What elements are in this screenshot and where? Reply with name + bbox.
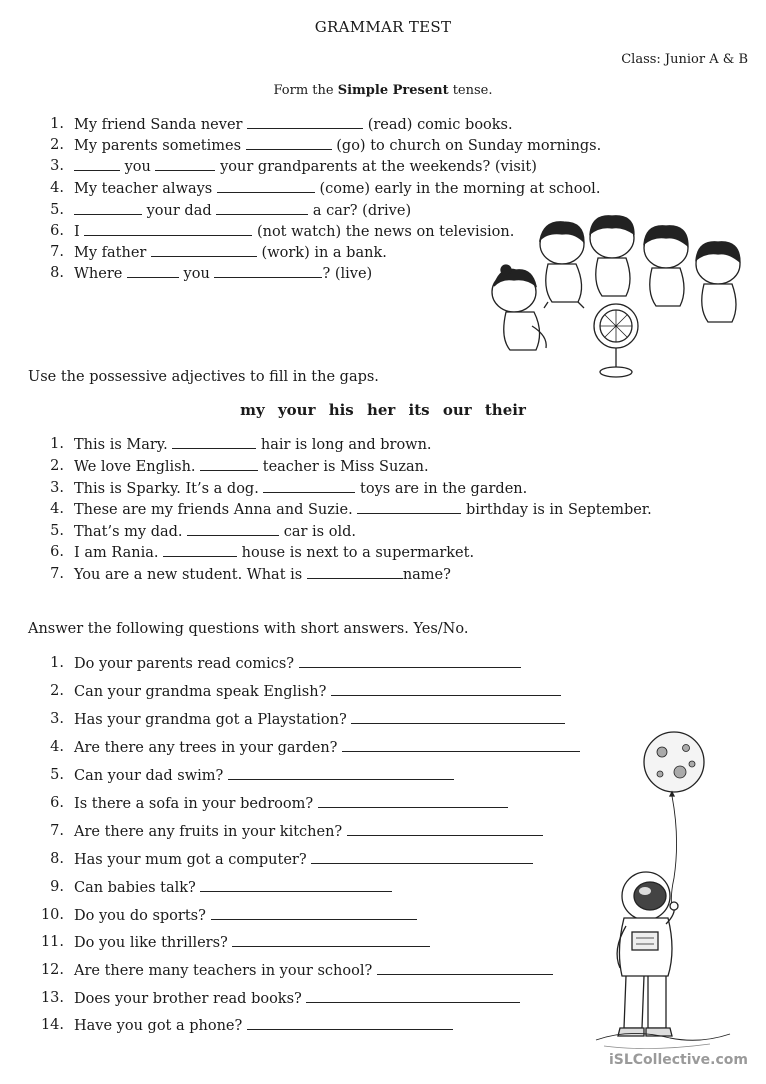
answer-blank[interactable]	[311, 851, 533, 864]
list-item: 2. My parents sometimes (go) to church on Sunday mornings.	[50, 137, 602, 154]
answer-blank[interactable]	[74, 202, 142, 215]
list-item: 5. Can your dad swim?	[74, 767, 454, 784]
answer-blank[interactable]	[263, 480, 355, 493]
answer-blank[interactable]	[217, 180, 315, 193]
answer-blank[interactable]	[247, 1017, 453, 1030]
answer-blank[interactable]	[357, 501, 461, 514]
answer-blank[interactable]	[200, 458, 258, 471]
answer-blank[interactable]	[247, 116, 363, 129]
list-item: 8. Where you ? (live)	[50, 265, 373, 282]
answer-blank[interactable]	[228, 767, 454, 780]
list-item: 12. Are there many teachers in your school?	[74, 962, 553, 979]
answer-blank[interactable]	[306, 990, 520, 1003]
answer-blank[interactable]	[232, 934, 430, 947]
answer-blank[interactable]	[246, 137, 332, 150]
answer-blank[interactable]	[216, 202, 308, 215]
answer-blank[interactable]	[163, 544, 237, 557]
answer-blank[interactable]	[307, 566, 403, 579]
answer-blank[interactable]	[342, 739, 580, 752]
instruction-bold: Simple Present	[337, 83, 449, 98]
list-item: 3. you your grandparents at the weekends? (visit)	[50, 158, 537, 175]
list-item: 14. Have you got a phone?	[74, 1017, 453, 1034]
list-item: 7. My father (work) in a bank.	[50, 244, 387, 261]
answer-blank[interactable]	[377, 962, 553, 975]
list-item: 3. Has your grandma got a Playstation?	[74, 711, 565, 728]
answer-blank[interactable]	[351, 711, 565, 724]
instruction-prefix: Form the	[273, 83, 338, 98]
answer-blank[interactable]	[211, 907, 417, 920]
section3-heading: Answer the following questions with short answers. Yes/No.	[28, 621, 469, 637]
answer-blank[interactable]	[214, 265, 322, 278]
answer-blank[interactable]	[155, 158, 215, 171]
list-item: 2. Can your grandma speak English?	[74, 683, 561, 700]
list-item: 3. This is Sparky. It’s a dog. toys are in the garden.	[50, 480, 528, 497]
list-item: 4. Are there any trees in your garden?	[74, 739, 580, 756]
list-item: 11. Do you like thrillers?	[74, 934, 430, 951]
list-item: 6. I (not watch) the news on television.	[50, 223, 515, 240]
answer-blank[interactable]	[200, 879, 392, 892]
watermark: iSLCollective.com	[608, 1052, 748, 1068]
list-item: 13. Does your brother read books?	[74, 990, 520, 1007]
list-item: 7. Are there any fruits in your kitchen?	[74, 823, 543, 840]
answer-blank[interactable]	[331, 683, 561, 696]
answer-blank[interactable]	[347, 823, 543, 836]
answer-blank[interactable]	[127, 265, 179, 278]
kids-fan-illustration	[486, 208, 748, 388]
class-label: Class: Junior A & B	[621, 52, 748, 67]
list-item: 8. Has your mum got a computer?	[74, 851, 533, 868]
list-item: 4. These are my friends Anna and Suzie. birthday is in September.	[50, 501, 652, 518]
astronaut-balloon-illustration	[590, 728, 740, 1054]
list-item: 1. Do your parents read comics?	[74, 655, 521, 672]
list-item: 1. This is Mary. hair is long and brown.	[50, 436, 432, 453]
section2-heading: Use the possessive adjectives to fill in the gaps.	[28, 369, 379, 385]
answer-blank[interactable]	[187, 523, 279, 536]
answer-blank[interactable]	[318, 795, 508, 808]
list-item: 6. I am Rania. house is next to a supermarket.	[50, 544, 475, 561]
page-title: GRAMMAR TEST	[314, 18, 452, 36]
list-item: 9. Can babies talk?	[74, 879, 392, 896]
list-item: 6. Is there a sofa in your bedroom?	[74, 795, 508, 812]
list-item: 7. You are a new student. What is name?	[50, 566, 451, 583]
list-item: 4. My teacher always (come) early in the morning at school.	[50, 180, 601, 197]
list-item: 2. We love English. teacher is Miss Suzan.	[50, 458, 429, 475]
answer-blank[interactable]	[172, 436, 256, 449]
answer-blank[interactable]	[299, 655, 521, 668]
adjective-word-bank: my your his her its our their	[240, 401, 526, 419]
list-item: 10. Do you do sports?	[74, 907, 417, 924]
answer-blank[interactable]	[84, 223, 252, 236]
answer-blank[interactable]	[151, 244, 257, 257]
instruction-suffix: tense.	[448, 83, 493, 98]
answer-blank[interactable]	[74, 158, 120, 171]
section1-instruction	[0, 83, 766, 98]
list-item: 1. My friend Sanda never (read) comic books.	[50, 116, 513, 133]
list-item: 5. your dad a car? (drive)	[50, 202, 412, 219]
list-item: 5. That’s my dad. car is old.	[50, 523, 356, 540]
